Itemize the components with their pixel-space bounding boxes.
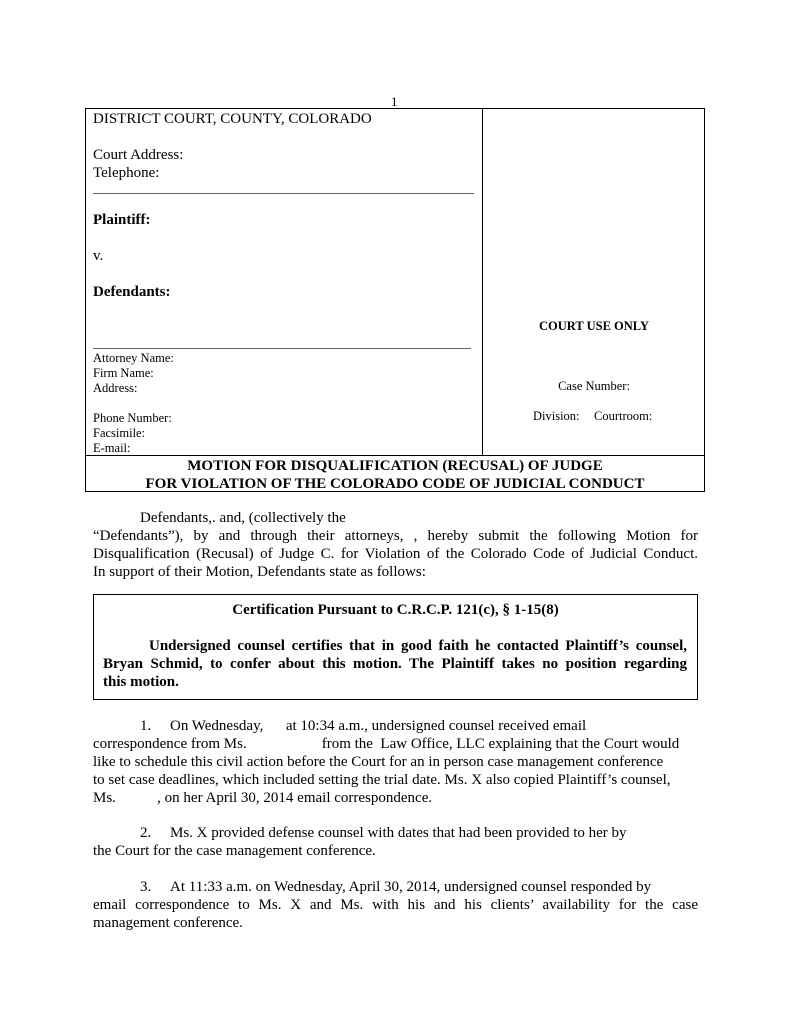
paragraph-number: 2. xyxy=(140,825,152,841)
court-address-label: Court Address: xyxy=(93,147,184,163)
motion-title-line2: FOR VIOLATION OF THE COLORADO CODE OF JUDICIAL CONDUCT xyxy=(145,476,645,492)
certification-heading: Certification Pursuant to C.R.C.P. 121(c), § 1-15(8) xyxy=(232,602,559,618)
caption-box xyxy=(85,108,705,492)
paragraph-1-line-1: On Wednesday, at 10:34 a.m., undersigned counsel received email xyxy=(170,718,587,734)
paragraph-1-line-3: like to schedule this civil action before the Court for an in person case management conference xyxy=(93,754,664,770)
attorney-name-label: Attorney Name: xyxy=(93,351,174,365)
paragraph-number: 3. xyxy=(140,879,152,895)
intro-line-4: In support of their Motion, Defendants state as follows: xyxy=(93,564,426,580)
defendants-label: Defendants: xyxy=(93,284,171,300)
address-label: Address: xyxy=(93,381,138,395)
court-use-only xyxy=(483,319,705,334)
paragraph-2-line-2: the Court for the case management conference. xyxy=(93,843,376,859)
paragraph-3-line-2: email correspondence to Ms. X and Ms. with his and his clients’ availability for the case xyxy=(93,897,698,913)
paragraph-3-line-3: management conference. xyxy=(93,915,243,931)
division-label: Division: xyxy=(533,409,580,423)
paragraph-3-line-1: At 11:33 a.m. on Wednesday, April 30, 2014, undersigned counsel responded by xyxy=(170,879,652,895)
courtroom-label: Courtroom: xyxy=(594,409,653,423)
paragraph-number: 1. xyxy=(140,718,152,734)
page-number: 1 xyxy=(391,94,398,109)
email-label: E-mail: xyxy=(93,441,131,455)
motion-title-line1: MOTION FOR DISQUALIFICATION (RECUSAL) OF JUDGE xyxy=(187,458,603,474)
fax-label: Facsimile: xyxy=(93,426,146,440)
phone-label: Phone Number: xyxy=(93,411,172,425)
certification-line-3: this motion. xyxy=(103,674,179,690)
paragraph-1-line-4: to set case deadlines, which included setting the trial date. Ms. X also copied Plaintiff’s counsel, xyxy=(93,772,671,788)
caption-divider-vertical xyxy=(482,108,483,455)
versus: v. xyxy=(93,248,104,264)
intro-line-2: “Defendants”), by and through their attorneys, , hereby submit the following Motion for xyxy=(93,528,698,544)
intro-line-3: Disqualification (Recusal) of Judge C. for Violation of the Colorado Code of Judicial Conduct. xyxy=(93,546,698,562)
case-number-label: Case Number: xyxy=(558,379,630,393)
intro-line-1: Defendants,. and, (collectively the xyxy=(140,510,346,526)
plaintiff-label: Plaintiff: xyxy=(93,212,151,228)
caption-divider-horizontal xyxy=(85,455,705,456)
certification-line-2: Bryan Schmid, to confer about this motion. The Plaintiff takes no position regarding xyxy=(103,656,687,672)
caption-rule-bottom xyxy=(93,348,471,349)
court-line: DISTRICT COURT, COUNTY, COLORADO xyxy=(93,111,372,127)
telephone-label: Telephone: xyxy=(93,165,160,181)
paragraph-1-line-2: correspondence from Ms. from the Law Office, LLC explaining that the Court would xyxy=(93,736,680,752)
caption-rule-top xyxy=(93,193,474,194)
paragraph-2-line-1: Ms. X provided defense counsel with dates that had been provided to her by xyxy=(170,825,627,841)
certification-line-1: Undersigned counsel certifies that in good faith he contacted Plaintiff’s counsel, xyxy=(149,638,687,654)
paragraph-1-line-5: Ms. , on her April 30, 2014 email correspondence. xyxy=(93,790,433,806)
court-use-only-label: COURT USE ONLY xyxy=(538,319,649,333)
firm-name-label: Firm Name: xyxy=(93,366,154,380)
